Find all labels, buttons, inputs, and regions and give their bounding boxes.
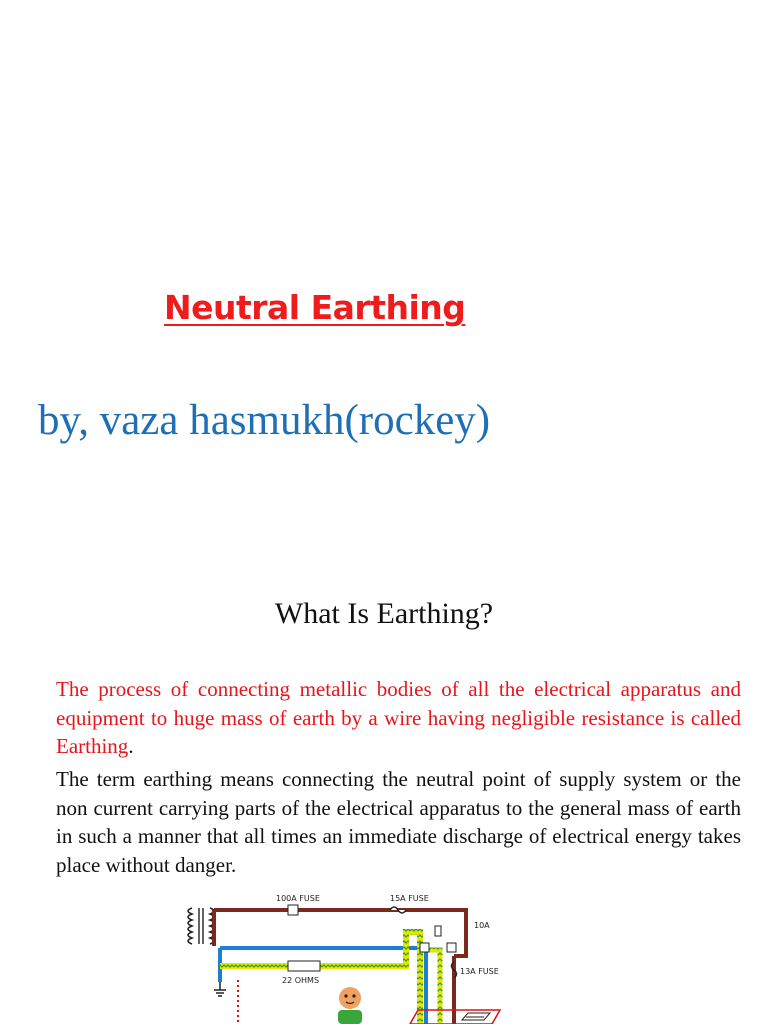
definition-period: .: [128, 734, 134, 758]
terminal-block-right: [447, 943, 456, 952]
person-icon: [338, 987, 362, 1024]
author-line: by, vaza hasmukh(rockey): [38, 397, 491, 444]
switch-contact: [435, 926, 441, 936]
current-10a-label: 10A: [474, 921, 490, 930]
earth-wire: [220, 932, 440, 1024]
title: Neutral Earthing: [164, 288, 466, 327]
fuse-13a-label: 13A FUSE: [460, 967, 499, 976]
transformer-icon: [188, 908, 214, 944]
explanation-paragraph: The term earthing means connecting the neutral point of supply system or the non current carrying parts of the electrical apparatus to the general mass of earth in such a manner that all times an immediate discharge of electrical energy takes place without danger.: [56, 767, 741, 877]
definition-text: The process of connecting metallic bodies of all the electrical apparatus and equipment to huge mass of earth by a wire having negligible resistance is called Earthing: [56, 677, 741, 758]
fuse-15a-label: 15A FUSE: [390, 894, 429, 903]
ground-symbol-icon: [214, 982, 226, 996]
neutral-wire: [220, 948, 426, 1024]
definition-paragraph: [56, 675, 741, 761]
resistor-22-ohms: [282, 961, 320, 985]
resistance-label: 22 OHMS: [282, 976, 320, 985]
terminal-block-left: [420, 943, 429, 952]
fuse-100a-label: 100A FUSE: [276, 894, 320, 903]
earthing-circuit-diagram: [170, 886, 530, 1024]
section-heading: What Is Earthing?: [274, 597, 494, 630]
fuse-13a: [452, 962, 499, 978]
